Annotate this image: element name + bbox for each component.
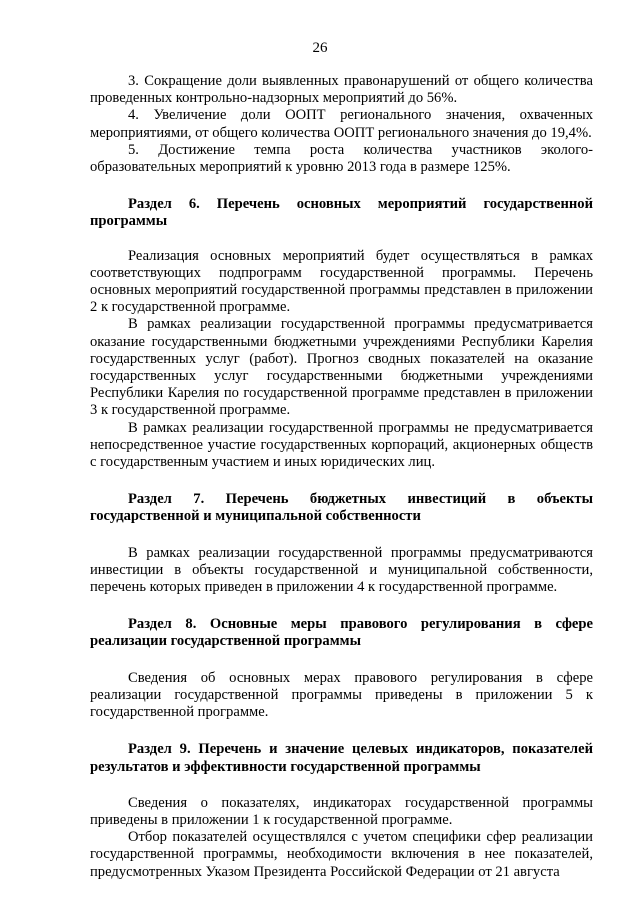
section-6-heading: Раздел 6. Перечень основных мероприятий государственной программы — [90, 196, 593, 230]
section-6-paragraph: В рамках реализации государственной программы не предусматривается непосредственное участие государственных корпораций, акционерных обществ с государственным участием и иных юридических лиц. — [90, 419, 593, 471]
section-6-paragraph: В рамках реализации государственной программы предусматривается оказание государственными бюджетными учреждениями Республики Карелия государственных услуг (работ). Прогноз сводных показателей на оказание государственных услуг государственными бюджетными учреждениями Республики Карелия по государственной программе представлен в приложении 3 к государственной программе. — [90, 316, 593, 419]
section-8-heading: Раздел 8. Основные меры правового регулирования в сфере реализации государственной программы — [90, 616, 593, 650]
section-9-heading: Раздел 9. Перечень и значение целевых индикаторов, показателей результатов и эффективности государственной программы — [90, 741, 593, 775]
section-7-paragraph: В рамках реализации государственной программы предусматриваются инвестиции в объекты государственной и муниципальной собственности, перечень которых приведен в приложении 4 к государственной программе. — [90, 544, 593, 596]
document-body — [90, 73, 593, 881]
section-9-paragraph: Сведения о показателях, индикаторах государственной программы приведены в приложении 1 к государственной программе. — [90, 794, 593, 828]
section-6-paragraph: Реализация основных мероприятий будет осуществляться в рамках соответствующих подпрограмм государственной программы. Перечень основных мероприятий государственной программы представлен в приложении 2 к государственной программе. — [90, 247, 593, 316]
list-item: 4. Увеличение доли ООПТ регионального значения, охваченных мероприятиями, от общего количества ООПТ регионального значения до 19,4%. — [90, 107, 593, 141]
list-item: 3. Сокращение доли выявленных правонарушений от общего количества проведенных контрольно-надзорных мероприятий до 56%. — [90, 73, 593, 107]
section-7-heading: Раздел 7. Перечень бюджетных инвестиций в объекты государственной и муниципальной собственности — [90, 491, 593, 525]
list-item: 5. Достижение темпа роста количества участников эколого-образовательных мероприятий к уровню 2013 года в размере 125%. — [90, 141, 593, 176]
section-9-paragraph: Отбор показателей осуществлялся с учетом специфики сфер реализации государственной программы, необходимости включения в нее показателей, предусмотренных Указом Президента Российской Федерации от 21 августа — [90, 829, 593, 880]
page-number: 26 — [312, 40, 328, 56]
section-8-paragraph: Сведения об основных мерах правового регулирования в сфере реализации государственной программы приведены в приложении 5 к государственной программе. — [90, 669, 593, 721]
